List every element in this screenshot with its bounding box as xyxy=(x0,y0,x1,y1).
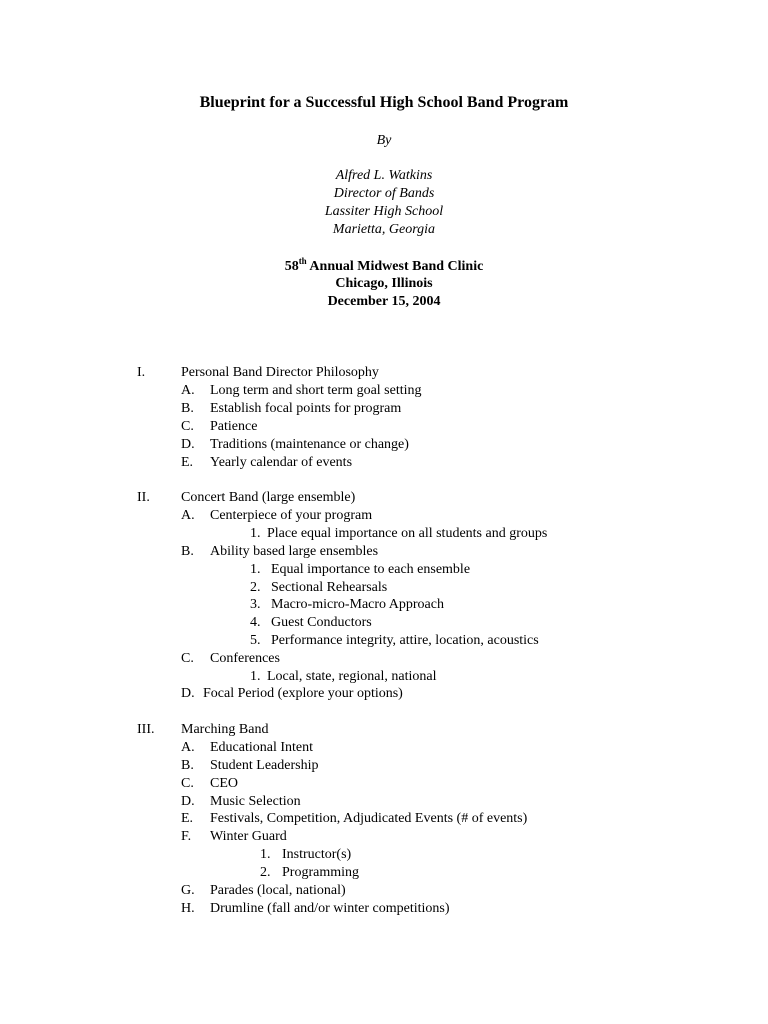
outline-item: Macro-micro-Macro Approach xyxy=(271,597,444,612)
clinic-number: 58 xyxy=(284,259,299,274)
outline-marker: B. xyxy=(181,544,194,559)
outline-marker: D. xyxy=(181,686,195,701)
outline-item: Conferences xyxy=(210,651,280,666)
outline-marker: E. xyxy=(181,455,194,470)
outline-item: Focal Period (explore your options) xyxy=(203,686,403,701)
outline-item: Parades (local, national) xyxy=(210,883,346,898)
outline-item: Educational Intent xyxy=(210,740,314,755)
outline-marker: C. xyxy=(181,776,194,791)
outline-item: Personal Band Director Philosophy xyxy=(181,365,379,380)
outline-marker: C. xyxy=(181,419,194,434)
outline-marker: 1. xyxy=(260,847,271,862)
outline-marker: D. xyxy=(181,794,195,809)
outline-marker: A. xyxy=(181,383,195,398)
document-title: Blueprint for a Successful High School Band Program xyxy=(199,94,569,111)
clinic-title: Annual Midwest Band Clinic xyxy=(306,259,484,274)
outline-item: Establish focal points for program xyxy=(210,401,402,416)
outline-item: Student Leadership xyxy=(210,758,319,773)
outline-marker: H. xyxy=(181,901,195,916)
outline-marker: A. xyxy=(181,740,195,755)
outline-marker: 1. xyxy=(250,669,261,684)
outline-marker: A. xyxy=(181,508,195,523)
outline-item: Concert Band (large ensemble) xyxy=(181,490,356,505)
clinic-name xyxy=(0,258,768,276)
outline-marker: B. xyxy=(181,401,194,416)
author-name: Alfred L. Watkins xyxy=(335,168,433,183)
outline-marker: II. xyxy=(137,490,150,505)
outline-item: Winter Guard xyxy=(210,829,287,844)
outline-item: Patience xyxy=(210,419,258,434)
author-school: Lassiter High School xyxy=(324,204,444,219)
outline-item: Yearly calendar of events xyxy=(210,455,353,470)
outline-item: Traditions (maintenance or change) xyxy=(210,437,409,452)
outline-item: Long term and short term goal setting xyxy=(210,383,422,398)
outline-marker: G. xyxy=(181,883,195,898)
byline: By xyxy=(376,133,392,148)
outline-item: Sectional Rehearsals xyxy=(271,580,388,595)
outline-item: Ability based large ensembles xyxy=(210,544,379,559)
outline-marker: III. xyxy=(137,722,155,737)
outline-marker: 1. xyxy=(250,562,261,577)
clinic-location: Chicago, Illinois xyxy=(335,276,433,291)
outline-item: Performance integrity, attire, location, acoustics xyxy=(271,633,539,648)
author-title: Director of Bands xyxy=(333,186,435,201)
author-location: Marietta, Georgia xyxy=(332,222,436,237)
outline-marker: D. xyxy=(181,437,195,452)
outline-item: Programming xyxy=(282,865,359,880)
outline-marker: 3. xyxy=(250,597,261,612)
outline-marker: B. xyxy=(181,758,194,773)
outline-item: Drumline (fall and/or winter competitions) xyxy=(210,901,450,916)
outline-item: CEO xyxy=(210,776,238,791)
outline-marker: 5. xyxy=(250,633,261,648)
outline-marker: 1. xyxy=(250,526,261,541)
outline-item: Guest Conductors xyxy=(271,615,372,630)
outline-marker: 2. xyxy=(250,580,261,595)
outline-item: Equal importance to each ensemble xyxy=(271,562,471,577)
outline-marker: 2. xyxy=(260,865,271,880)
outline-marker: I. xyxy=(137,365,146,380)
outline-item: Place equal importance on all students and groups xyxy=(267,526,548,541)
outline-marker: F. xyxy=(181,829,192,844)
outline-item: Local, state, regional, national xyxy=(267,669,437,684)
outline-item: Instructor(s) xyxy=(282,847,352,862)
outline-item: Marching Band xyxy=(181,722,269,737)
outline-item: Music Selection xyxy=(210,794,301,809)
outline-item: Festivals, Competition, Adjudicated Events (# of events) xyxy=(210,811,528,826)
clinic-date: December 15, 2004 xyxy=(327,294,441,309)
clinic-ordinal: th xyxy=(298,256,307,266)
outline-marker: 4. xyxy=(250,615,261,630)
outline-marker: E. xyxy=(181,811,194,826)
outline-marker: C. xyxy=(181,651,194,666)
outline-item: Centerpiece of your program xyxy=(210,508,373,523)
